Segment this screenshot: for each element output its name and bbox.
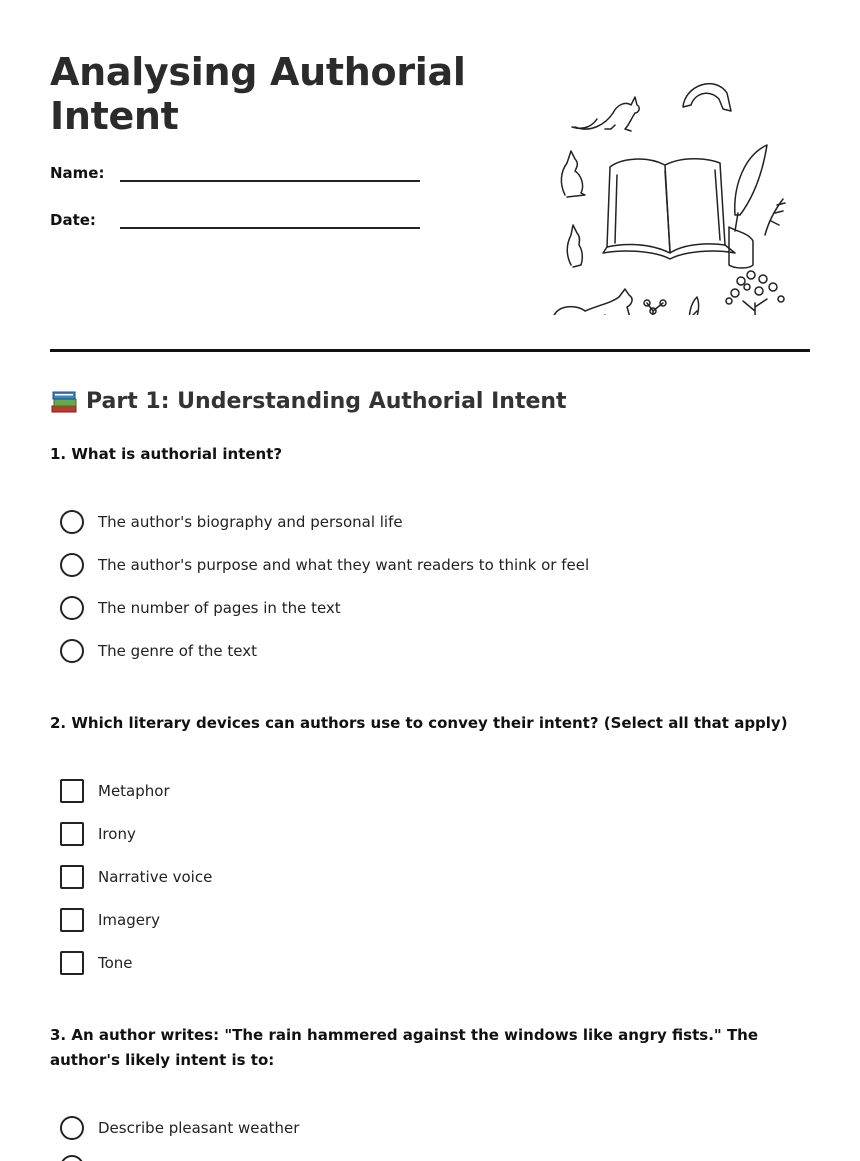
checkbox[interactable]	[60, 865, 84, 889]
tree-icon	[726, 271, 784, 315]
arch-icon	[683, 84, 731, 111]
worksheet-header	[50, 50, 810, 320]
radio-button[interactable]	[60, 553, 84, 577]
q2-option-2[interactable]	[60, 822, 136, 846]
kangaroo-icon	[561, 151, 585, 267]
checkbox[interactable]	[60, 822, 84, 846]
name-label: Name:	[50, 164, 105, 182]
page-title: Analysing Authorial Intent	[50, 50, 466, 138]
q1-option-4[interactable]	[60, 639, 257, 663]
q1-option-3[interactable]	[60, 596, 341, 620]
open-book-icon	[603, 159, 735, 259]
option-label: Narrative voice	[98, 868, 213, 886]
question-2: 2. Which literary devices can authors use to convey their intent? (Select all that apply)	[50, 714, 788, 732]
section-title-text: Part 1: Understanding Authorial Intent	[86, 388, 567, 414]
books-icon	[50, 388, 78, 414]
option-label: The genre of the text	[98, 642, 257, 660]
q2-option-3[interactable]	[60, 865, 212, 889]
molecule-icon	[644, 300, 666, 315]
q2-option-1[interactable]	[60, 779, 170, 803]
q2-option-4[interactable]	[60, 908, 160, 932]
question-1: 1. What is authorial intent?	[50, 445, 283, 463]
sprig-icon	[765, 199, 785, 235]
q1-option-1[interactable]	[60, 510, 403, 534]
kangaroo-icon	[572, 97, 639, 131]
date-line[interactable]	[120, 215, 420, 229]
question-3: 3. An author writes: "The rain hammered against the windows like angry fists." The author's likely intent is to:	[50, 1026, 759, 1069]
name-field[interactable]	[50, 164, 420, 182]
radio-button[interactable]	[60, 1116, 84, 1140]
header-divider	[50, 349, 810, 352]
option-label: Describe pleasant weather	[98, 1119, 300, 1137]
radio-button[interactable]	[60, 639, 84, 663]
option-label: The author's purpose and what they want readers to think or feel	[98, 556, 590, 574]
checkbox[interactable]	[60, 779, 84, 803]
checkbox[interactable]	[60, 951, 84, 975]
leaf-icon	[689, 297, 698, 315]
q3-option-2-partial[interactable]	[60, 1155, 84, 1161]
option-label: The author's biography and personal life	[98, 513, 403, 531]
date-field[interactable]	[50, 211, 420, 229]
option-label: Imagery	[98, 911, 161, 929]
q3-option-1[interactable]	[60, 1116, 299, 1140]
book-quill-kangaroo-illustration	[545, 75, 795, 315]
option-label: Tone	[98, 954, 133, 972]
name-line[interactable]	[120, 168, 420, 182]
checkbox[interactable]	[60, 908, 84, 932]
radio-button[interactable]	[60, 596, 84, 620]
radio-button[interactable]	[60, 510, 84, 534]
option-label: The number of pages in the text	[98, 599, 341, 617]
option-label: Irony	[98, 825, 136, 843]
radio-button[interactable]	[60, 1155, 84, 1161]
quill-ink-icon	[729, 145, 767, 268]
q1-option-2[interactable]	[60, 553, 589, 577]
q2-option-5[interactable]	[60, 951, 133, 975]
option-label: Metaphor	[98, 782, 170, 800]
date-label: Date:	[50, 211, 96, 229]
section-title	[50, 388, 567, 414]
kangaroo-icon	[553, 289, 641, 315]
